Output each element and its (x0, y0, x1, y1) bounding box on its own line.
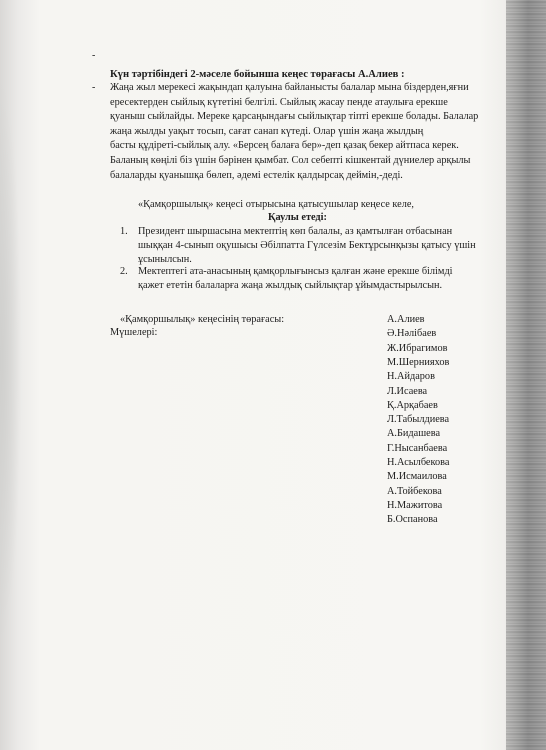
member-name: Г.Нысанбаева (387, 442, 448, 454)
scan-shadow-left (0, 80, 22, 640)
member-name: А.Бидашева (387, 428, 441, 440)
chair-label: «Қамқоршылық» кеңесінің төрағасы: (120, 314, 285, 325)
council-line: «Қамқоршылық» кеңесі отырысына қатысушылар кеңесе келе, (138, 199, 415, 210)
paragraph-line: басты құдіреті-сыйлық алу. «Берсең балаға бер»-деп қазақ бекер айтпаса керек. (110, 140, 459, 152)
decision-title: Қаулы етеді: (268, 212, 327, 223)
member-name: Л.Исаева (387, 385, 428, 397)
member-name: Ж.Ибрагимов (387, 342, 448, 354)
paragraph-line: ересектерден сыйлық күтетіні белгілі. Сыйлық жасау пенде атаулыға ерекше (110, 96, 448, 108)
item-number: 2. (120, 266, 128, 277)
member-name: Б.Оспанова (387, 514, 438, 526)
member-name: Н.Айдаров (387, 371, 435, 383)
member-name: Қ.Арқабаев (387, 399, 438, 411)
item-line: Президент шыршасына мектептің көп балалы, аз қамтылған отбасынан (138, 226, 453, 237)
item-line: шыққан 4-сынып оқушысы Әбілпатта Гүлсезім Бектұрсынқызы қатысу үшін (138, 240, 476, 252)
members-label: Мүшелері: (110, 327, 158, 338)
item-line: қажет ететін балаларға жаңа жылдық сыйлықтар ұйымдастырылсын. (138, 280, 443, 292)
member-name: А.Алиев (387, 314, 425, 325)
agenda-heading: Күн тәртібіндегі 2-мәселе бойынша кеңес төрағасы А.Алиев : (110, 69, 405, 80)
member-name: М.Шернияхов (387, 356, 450, 368)
item-line: ұсынылсын. (138, 254, 192, 266)
top-dash: - (92, 50, 96, 61)
member-name: Л.Табылдиева (387, 414, 450, 426)
paragraph-line: Баланың көңілі біз үшін бәрінен қымбат. Сол себепті кішкентай дүниелер арқылы (110, 155, 471, 166)
member-name: М.Исмаилова (387, 471, 447, 483)
item-line: Мектептегі ата-анасының қамқорлығынсыз қалған және ерекше білімді (138, 266, 453, 277)
member-name: Ә.Нәлібаев (387, 328, 437, 340)
paragraph-line: қуаныш сыйлайды. Мереке қарсаңындағы сыйлықтар тіпті ерекше болады. Балалар (110, 111, 479, 123)
member-name: Н.Асылбекова (387, 457, 450, 468)
member-name: А.Тойбекова (387, 485, 442, 497)
paragraph-line: жаңа жылды уақыт тосып, сағат санап күтеді. Олар үшін жаңа жылдың (110, 125, 424, 137)
item-number: 1. (120, 226, 128, 237)
paragraph-bullet: - (92, 82, 96, 93)
member-name: Н.Мажитова (387, 499, 443, 511)
paragraph-line: балаларды қуанышқа бөлеп, әдемі естелік қалдырсақ деймін,-деді. (110, 169, 403, 181)
scan-edge-right (506, 0, 546, 750)
paragraph-line: Жаңа жыл мерекесі жақындап қалуына байланысты балалар мына біздерден,яғни (110, 82, 469, 93)
